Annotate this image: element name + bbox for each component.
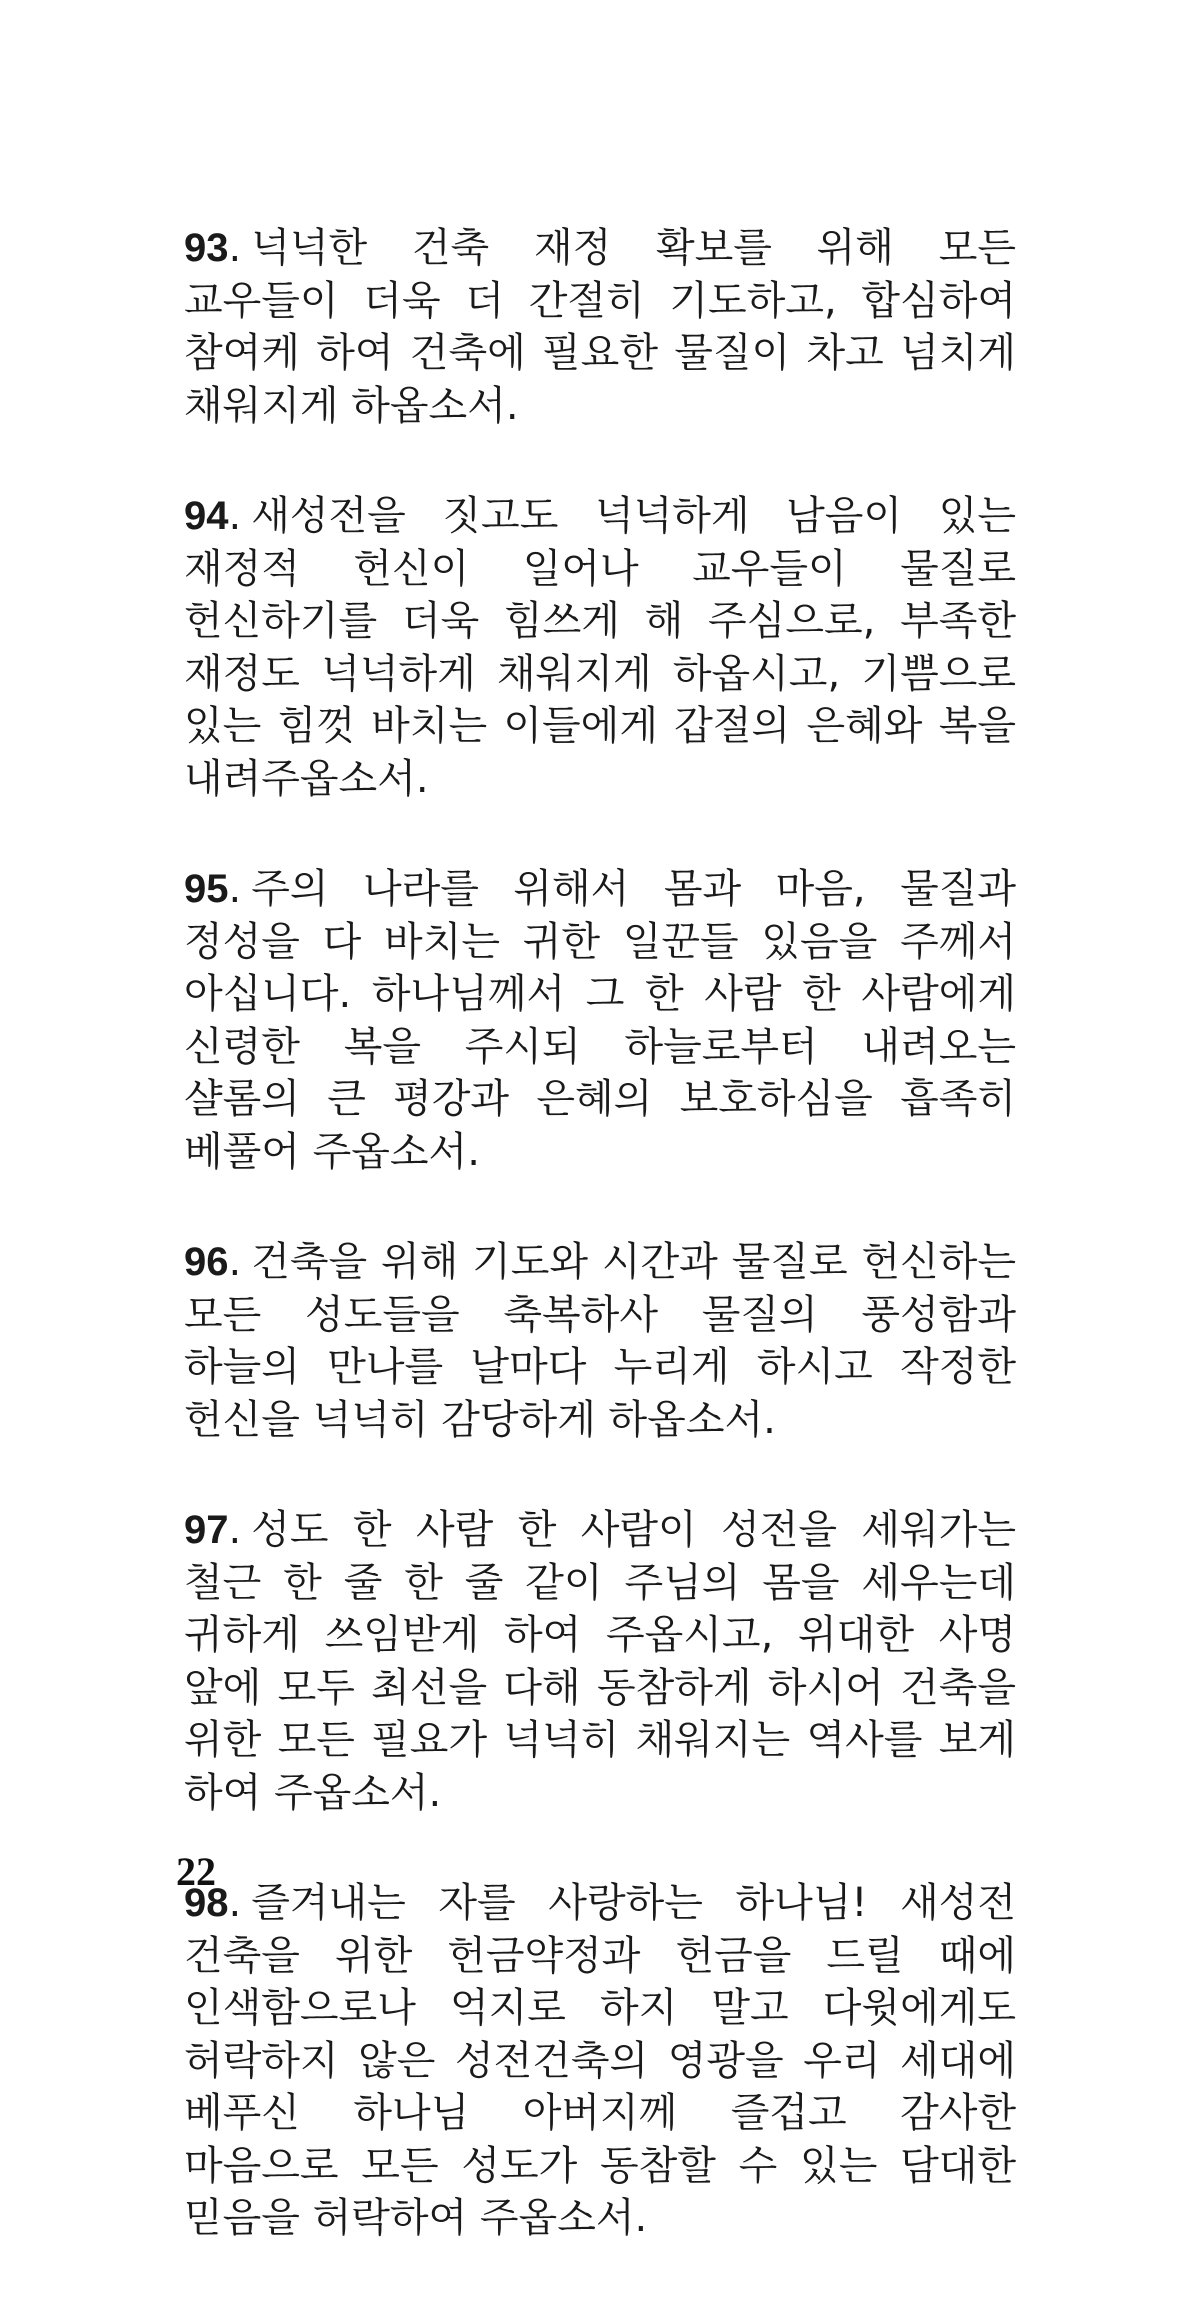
prayer-text: 새성전을 짓고도 넉넉하게 남음이 있는 재정적 헌신이 일어나 교우들이 물질로 헌신하기를 더욱 힘쓰게 해 주심으로, 부족한 재정도 넉넉하게 채워지게 하옵시고, 기쁨으로 있는 힘껏 바치는 이들에게 갑절의 은혜와 복을 내려주옵소서.: [184, 493, 1016, 802]
prayer-text: 건축을 위해 기도와 시간과 물질로 헌신하는 모든 성도들을 축복하사 물질의 풍성함과 하늘의 만나를 날마다 누리게 하시고 작정한 헌신을 넉넉히 감당하게 하옵소서.: [184, 1239, 1016, 1443]
prayer-item-95: 95. 주의 나라를 위해서 몸과 마음, 물질과 정성을 다 바치는 귀한 일꾼들 있음을 주께서 아십니다. 하나님께서 그 한 사람 한 사람에게 신령한 복을 주시되 하늘로부터 내려오는 샬롬의 큰 평강과 은혜의 보호하심을 흡족히 베풀어 주옵소서.: [184, 866, 1016, 1175]
prayer-number: 96: [184, 1240, 229, 1284]
page-number: 22: [176, 1849, 216, 1894]
prayer-text: 주의 나라를 위해서 몸과 마음, 물질과 정성을 다 바치는 귀한 일꾼들 있음을 주께서 아십니다. 하나님께서 그 한 사람 한 사람에게 신령한 복을 주시되 하늘로부터 내려오는 샬롬의 큰 평강과 은혜의 보호하심을 흡족히 베풀어 주옵소서.: [184, 866, 1016, 1175]
prayer-item-97: 97. 성도 한 사람 한 사람이 성전을 세워가는 철근 한 줄 한 줄 같이 주님의 몸을 세우는데 귀하게 쓰임받게 하여 주옵시고, 위대한 사명 앞에 모두 최선을 다해 동참하게 하시어 건축을 위한 모든 필요가 넉넉히 채워지는 역사를 보게 하여 주옵소서.: [184, 1507, 1016, 1816]
prayer-item-94: 94. 새성전을 짓고도 넉넉하게 남음이 있는 재정적 헌신이 일어나 교우들이 물질로 헌신하기를 더욱 힘쓰게 해 주심으로, 부족한 재정도 넉넉하게 채워지게 하옵시고, 기쁨으로 있는 힘껏 바치는 이들에게 갑절의 은혜와 복을 내려주옵소서.: [184, 493, 1016, 802]
prayer-text: 성도 한 사람 한 사람이 성전을 세워가는 철근 한 줄 한 줄 같이 주님의 몸을 세우는데 귀하게 쓰임받게 하여 주옵시고, 위대한 사명 앞에 모두 최선을 다해 동참하게 하시어 건축을 위한 모든 필요가 넉넉히 채워지는 역사를 보게 하여 주옵소서.: [184, 1507, 1016, 1816]
prayer-number: 97: [184, 1508, 229, 1552]
prayer-item-96: 96. 건축을 위해 기도와 시간과 물질로 헌신하는 모든 성도들을 축복하사 물질의 풍성함과 하늘의 만나를 날마다 누리게 하시고 작정한 헌신을 넉넉히 감당하게 하옵소서.: [184, 1239, 1016, 1443]
prayer-item-98: 98. 즐겨내는 자를 사랑하는 하나님! 새성전 건축을 위한 헌금약정과 헌금을 드릴 때에 인색함으로나 억지로 하지 말고 다윗에게도 허락하지 않은 성전건축의 영광을 우리 세대에 베푸신 하나님 아버지께 즐겁고 감사한 마음으로 모든 성도가 동참할 수 있는 담대한 믿음을 허락하여 주옵소서.: [184, 1880, 1016, 2241]
prayer-number: 95: [184, 867, 229, 911]
prayer-text: 즐겨내는 자를 사랑하는 하나님! 새성전 건축을 위한 헌금약정과 헌금을 드릴 때에 인색함으로나 억지로 하지 말고 다윗에게도 허락하지 않은 성전건축의 영광을 우리 세대에 베푸신 하나님 아버지께 즐겁고 감사한 마음으로 모든 성도가 동참할 수 있는 담대한 믿음을 허락하여 주옵소서.: [184, 1880, 1016, 2241]
prayer-number: 93: [184, 226, 229, 270]
prayer-text: 넉넉한 건축 재정 확보를 위해 모든 교우들이 더욱 더 간절히 기도하고, 합심하여 참여케 하여 건축에 필요한 물질이 차고 넘치게 채워지게 하옵소서.: [184, 225, 1016, 429]
prayer-item-93: 93. 넉넉한 건축 재정 확보를 위해 모든 교우들이 더욱 더 간절히 기도하고, 합심하여 참여케 하여 건축에 필요한 물질이 차고 넘치게 채워지게 하옵소서.: [184, 225, 1016, 429]
prayer-number: 98: [184, 1881, 229, 1925]
prayer-list: [184, 222, 1016, 2303]
prayer-number: 94: [184, 494, 229, 538]
